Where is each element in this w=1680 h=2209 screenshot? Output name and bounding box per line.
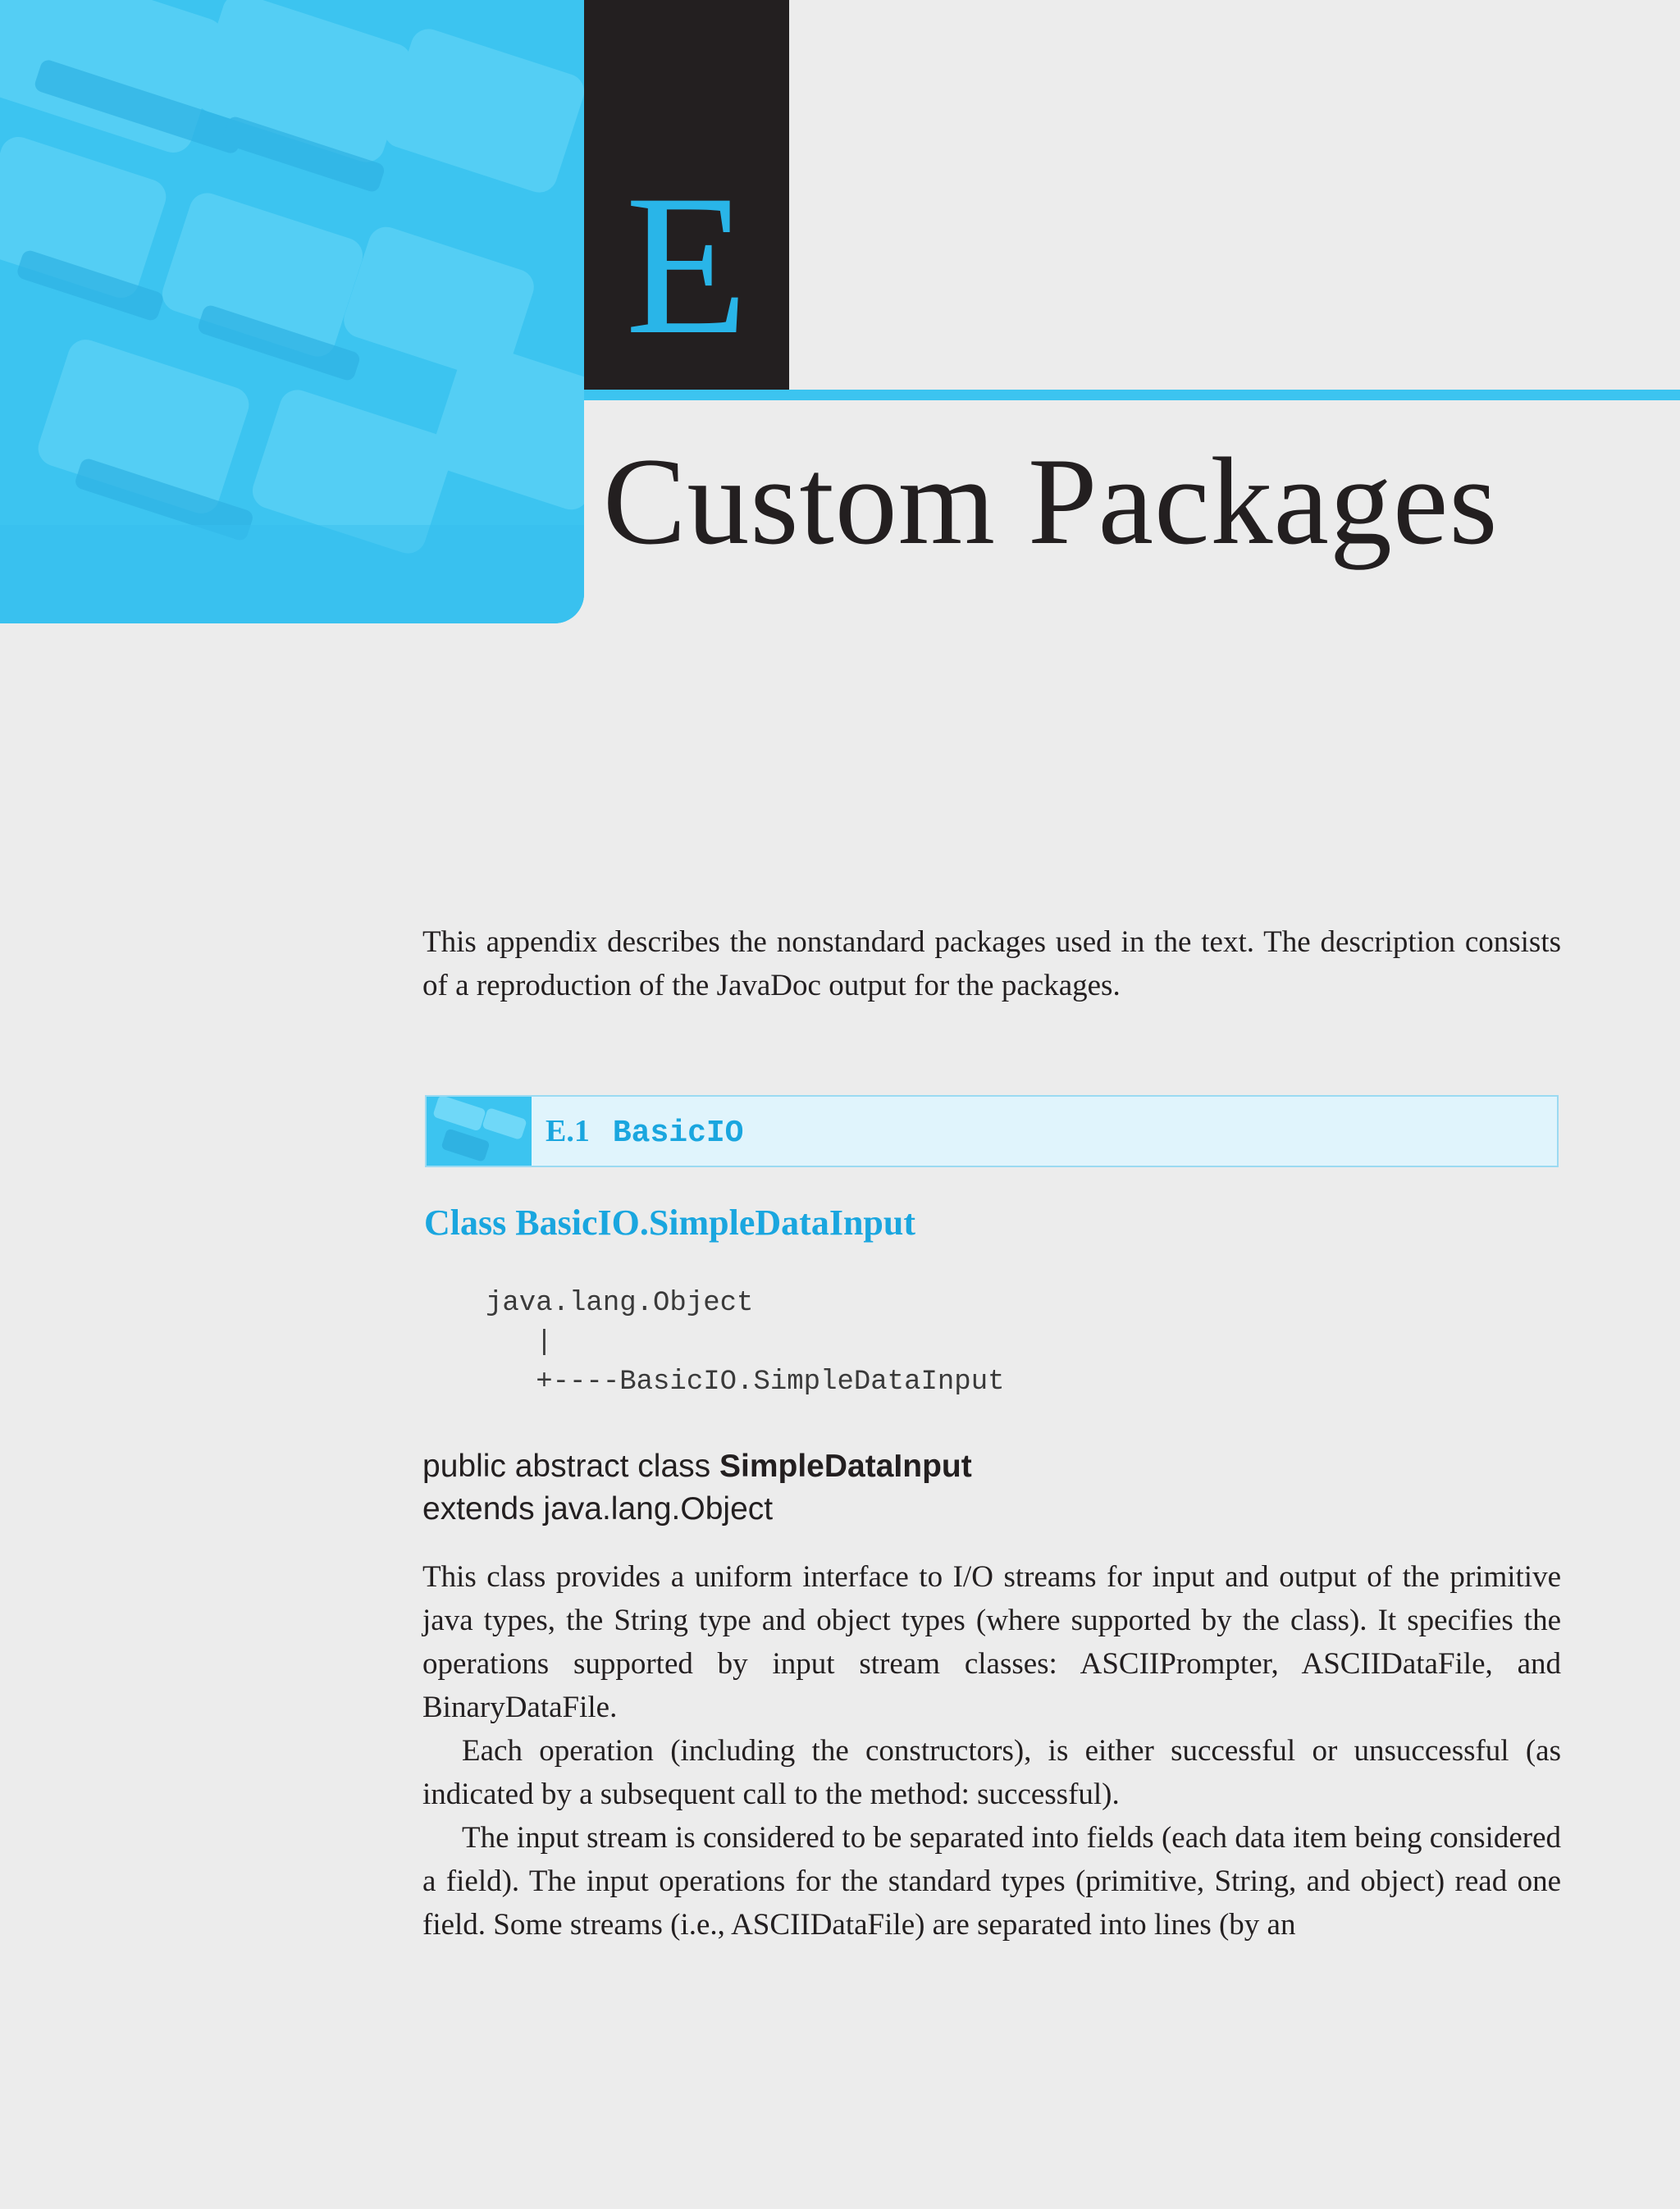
declaration-prefix: public abstract class (422, 1449, 719, 1484)
hierarchy-line: | (486, 1327, 553, 1358)
chapter-letter-block (584, 0, 789, 390)
class-declaration (422, 1445, 972, 1531)
header-rule (584, 390, 1680, 400)
intro-block (422, 920, 1561, 1007)
header-keyboard-image (0, 0, 584, 623)
section-title (546, 1113, 744, 1151)
body-text (422, 1555, 1561, 1947)
chapter-letter: E (625, 153, 748, 376)
body-paragraph: This class provides a uniform interface to I/O streams for input and output of the primitive java types, the String type and object types (where supported by the class). It specifies the operations supported by input stream classes: ASCIIPrompter, ASCIIDataFile, and BinaryDataFile. (422, 1560, 1561, 1724)
class-heading: Class BasicIO.SimpleDataInput (424, 1203, 916, 1243)
hierarchy-line: +----BasicIO.SimpleDataInput (486, 1367, 1005, 1398)
keyboard-illustration (0, 0, 584, 623)
body-paragraph: Each operation (including the constructors), is either successful or unsuccessful (as indicated by a subsequent call to the method: successful). (422, 1734, 1561, 1811)
section-name: BasicIO (612, 1116, 744, 1151)
body-paragraph: The input stream is considered to be separated into fields (each data item being considered a field). The input operations for the standard types (primitive, String, and object) read one field. Some streams (i.e., ASCIIDataFile) are separated into lines (by an (422, 1821, 1561, 1942)
hierarchy-line: java.lang.Object (486, 1288, 754, 1319)
keyboard-thumbnail-icon (427, 1097, 532, 1166)
declaration-class-name: SimpleDataInput (719, 1449, 972, 1484)
section-number: E.1 (546, 1114, 590, 1148)
intro-paragraph: This appendix describes the nonstandard packages used in the text. The description consists of a reproduction of the JavaDoc output for the packages. (422, 925, 1561, 1002)
declaration-extends: extends java.lang.Object (422, 1491, 774, 1527)
section-heading-bar (425, 1095, 1559, 1167)
chapter-title: Custom Packages (603, 432, 1499, 570)
class-hierarchy (486, 1284, 1005, 1402)
section-thumbnail-image (427, 1097, 532, 1166)
